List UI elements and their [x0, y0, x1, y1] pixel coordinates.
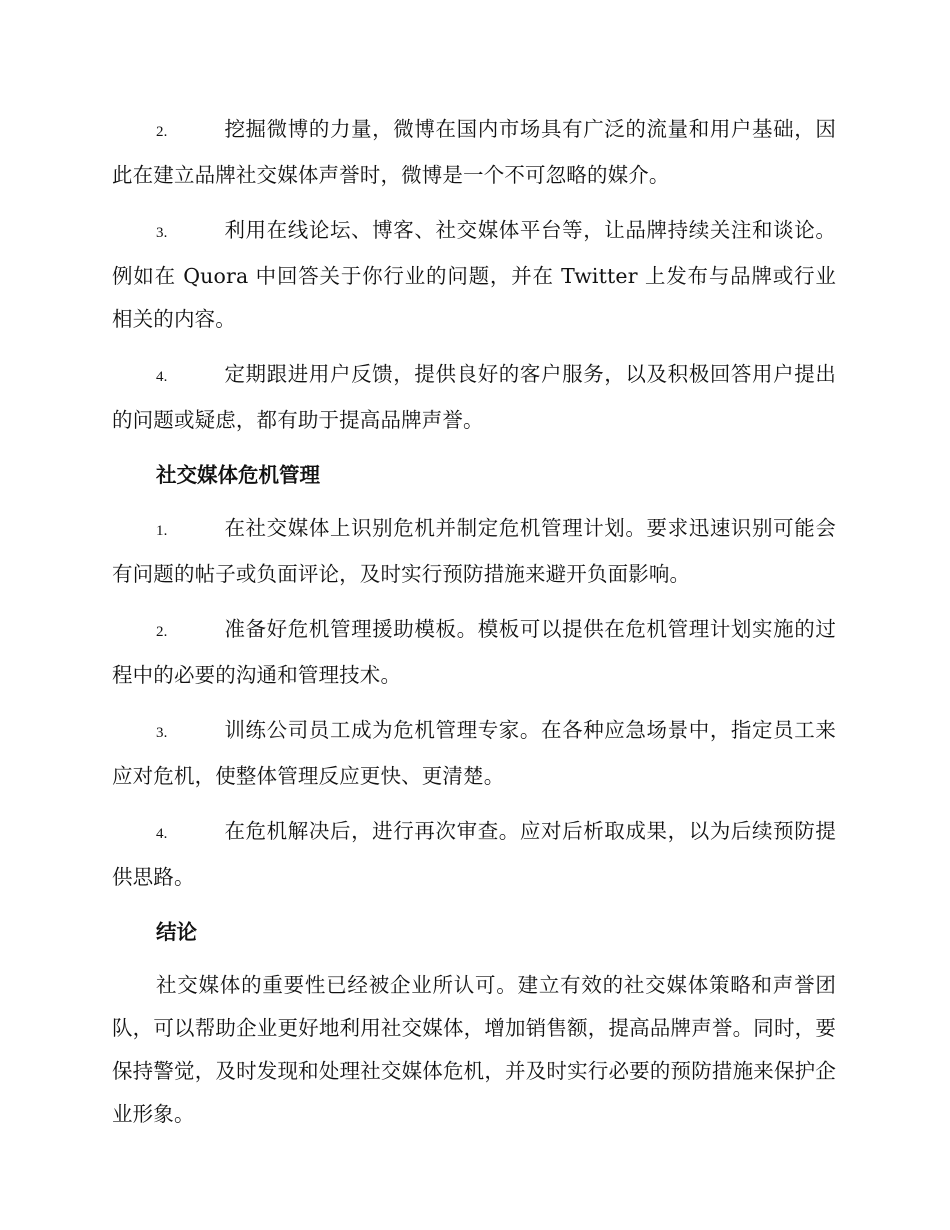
- section-heading-crisis: 社交媒体危机管理: [156, 463, 320, 487]
- conclusion-paragraph: 社交媒体的重要性已经被企业所认可。建立有效的社交媒体策略和声誉团队，可以帮助企业更好地利用社交媒体，增加销售额，提高品牌声誉。同时，要保持警觉，及时发现和处理社交媒体危机，并及时实行必要的预防措施来保护企业形象。: [112, 973, 836, 1126]
- list-text: 训练公司员工成为危机管理专家。在各种应急场景中，指定员工来应对危机，使整体管理反应更快、更清楚。: [112, 718, 836, 788]
- list-number: 2.: [156, 124, 168, 140]
- list-item: [112, 810, 836, 899]
- list-item: [112, 108, 836, 197]
- section-heading-conclusion: 结论: [156, 920, 197, 944]
- list-text: 准备好危机管理援助模板。模板可以提供在危机管理计划实施的过程中的必要的沟通和管理技术。: [112, 617, 836, 687]
- list-number: 1.: [156, 523, 168, 539]
- list-item: [112, 507, 836, 596]
- list-text: 在危机解决后，进行再次审查。应对后析取成果，以为后续预防提供思路。: [112, 819, 836, 889]
- list-number: 3.: [156, 225, 168, 241]
- document-content: [112, 108, 836, 1136]
- list-item: [112, 709, 836, 798]
- list-number: 4.: [156, 826, 168, 842]
- list-text: 挖掘微博的力量，微博在国内市场具有广泛的流量和用户基础，因此在建立品牌社交媒体声誉时，微博是一个不可忽略的媒介。: [112, 117, 836, 187]
- list-item: [112, 209, 836, 341]
- list-text: 在社交媒体上识别危机并制定危机管理计划。要求迅速识别可能会有问题的帖子或负面评论，及时实行预防措施来避开负面影响。: [112, 516, 836, 586]
- list-item: [112, 353, 836, 442]
- list-text: 利用在线论坛、博客、社交媒体平台等，让品牌持续关注和谈论。例如在 Quora 中回答关于你行业的问题，并在 Twitter 上发布与品牌或行业相关的内容。: [112, 218, 836, 331]
- list-number: 4.: [156, 369, 168, 385]
- list-number: 3.: [156, 725, 168, 741]
- list-text: 定期跟进用户反馈，提供良好的客户服务，以及积极回答用户提出的问题或疑虑，都有助于提高品牌声誉。: [112, 362, 836, 432]
- list-number: 2.: [156, 624, 168, 640]
- list-item: [112, 608, 836, 697]
